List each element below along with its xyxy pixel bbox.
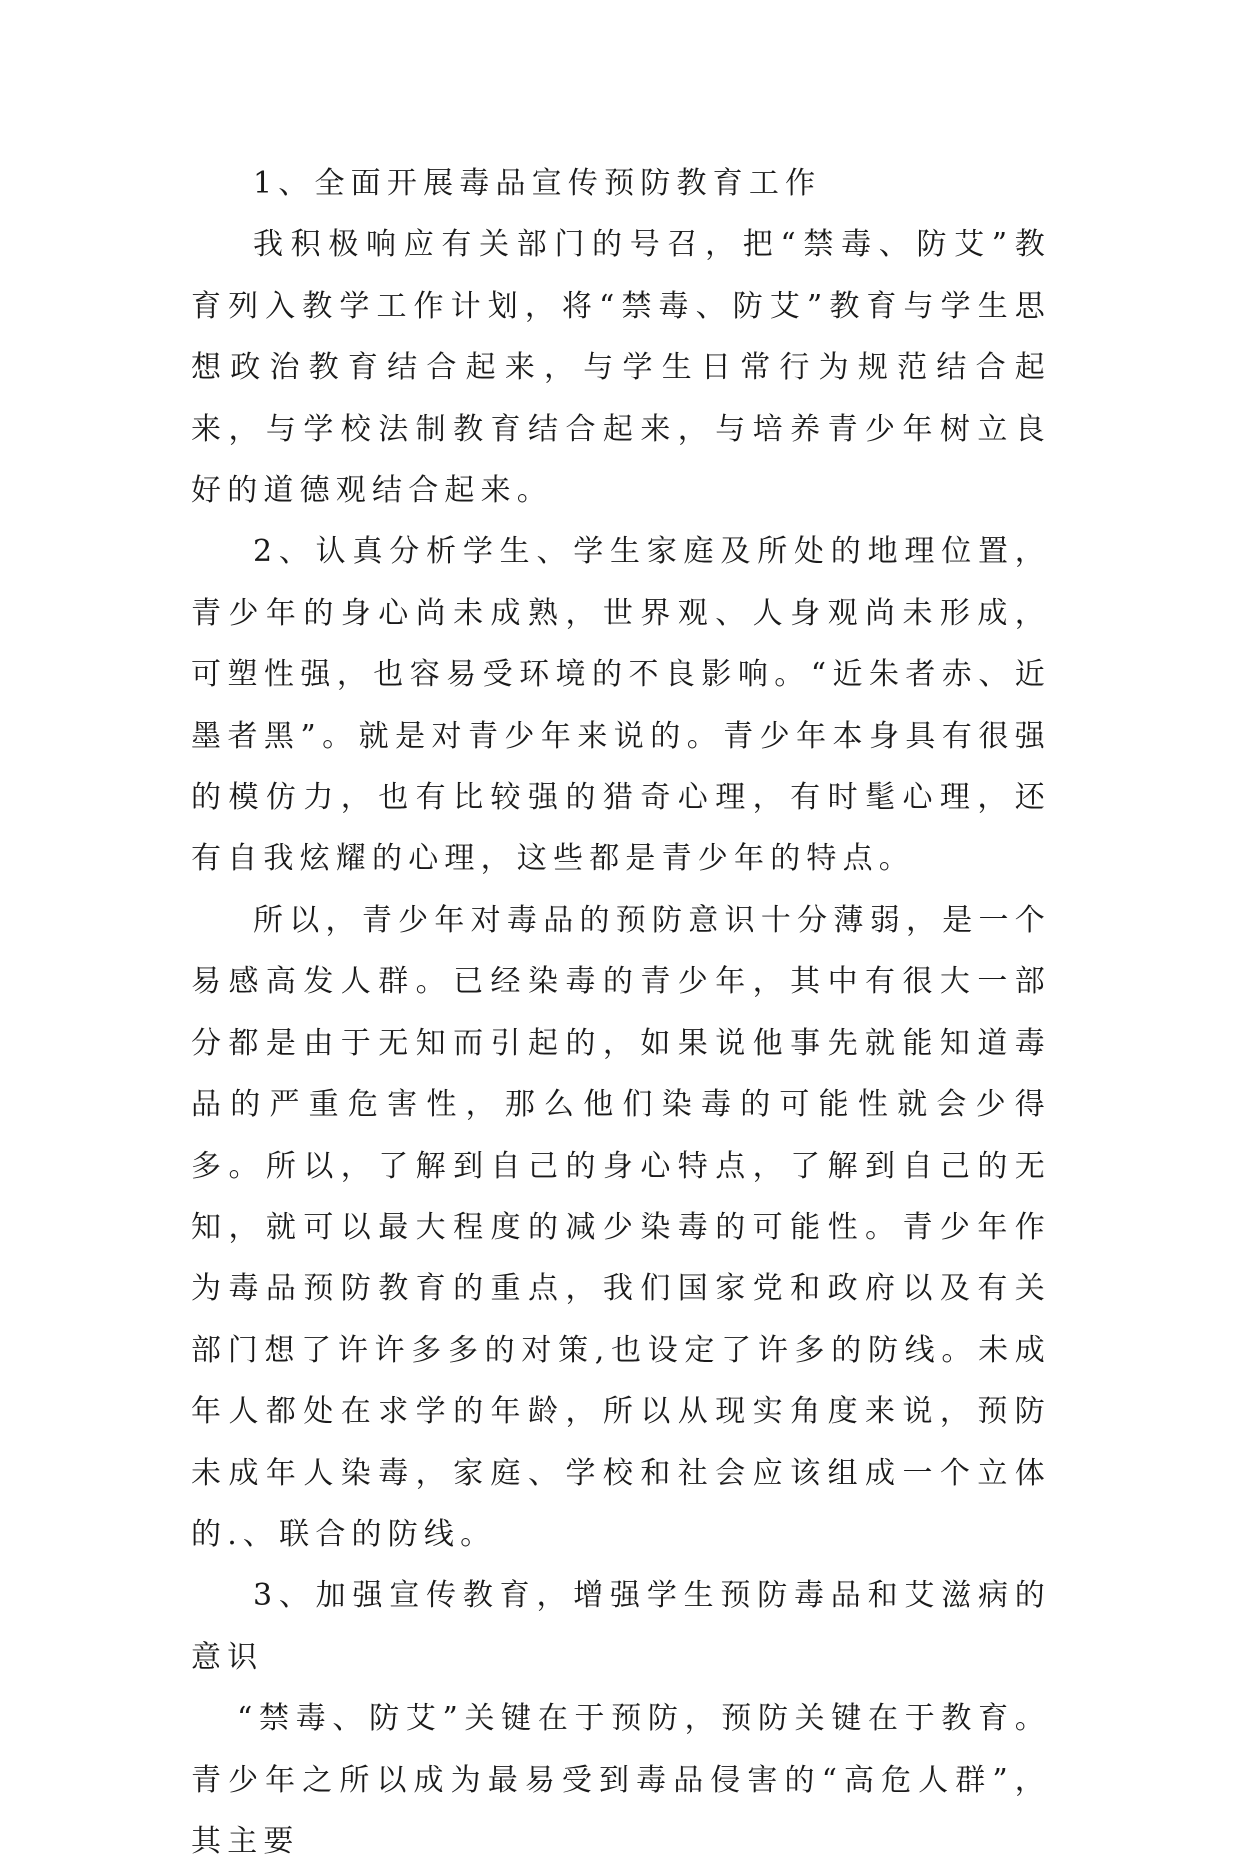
paragraph-2: 所以，青少年对毒品的预防意识十分薄弱，是一个易感高发人群。已经染毒的青少年，其中有很大一部分都是由于无知而引起的，如果说他事先就能知道毒品的严重危害性，那么他们染毒的可能性就会少得多。所以，了解到自己的身心特点，了解到自己的无知，就可以最大程度的减少染毒的可能性。青少年作为毒品预防教育的重点，我们国家党和政府以及有关部门想了许许多多的对策,也设定了许多的防线。未成年人都处在求学的年龄，所以从现实角度来说，预防未成年人染毒，家庭、学校和社会应该组成一个立体的.、联合的防线。 bbox=[191, 902, 1051, 1552]
paragraph-1: 我积极响应有关部门的号召，把“禁毒、防艾”教育列入教学工作计划，将“禁毒、防艾”教育与学生思想政治教育结合起来，与学生日常行为规范结合起来，与学校法制教育结合起来，与培养青少年树立良好的道德观结合起来。 bbox=[191, 227, 1051, 509]
paragraph-3: “禁毒、防艾”关键在于预防，预防关键在于教育。青少年之所以成为最易受到毒品侵害的“高危人群”，其主要 bbox=[191, 1701, 1051, 1859]
paragraph-heading-3: 3、加强宣传教育，增强学生预防毒品和艾滋病的意识 bbox=[191, 1578, 1051, 1675]
paragraph-heading-2: 2、认真分析学生、学生家庭及所处的地理位置，青少年的身心尚未成熟，世界观、人身观尚未形成，可塑性强，也容易受环境的不良影响。“近朱者赤、近墨者黑”。就是对青少年来说的。青少年本身具有很强的模仿力，也有比较强的猎奇心理，有时髦心理，还有自我炫耀的心理，这些都是青少年的特点。 bbox=[191, 534, 1051, 877]
document-body bbox=[191, 153, 1051, 1872]
paragraph-heading-1: 1、全面开展毒品宣传预防教育工作 bbox=[253, 166, 822, 201]
